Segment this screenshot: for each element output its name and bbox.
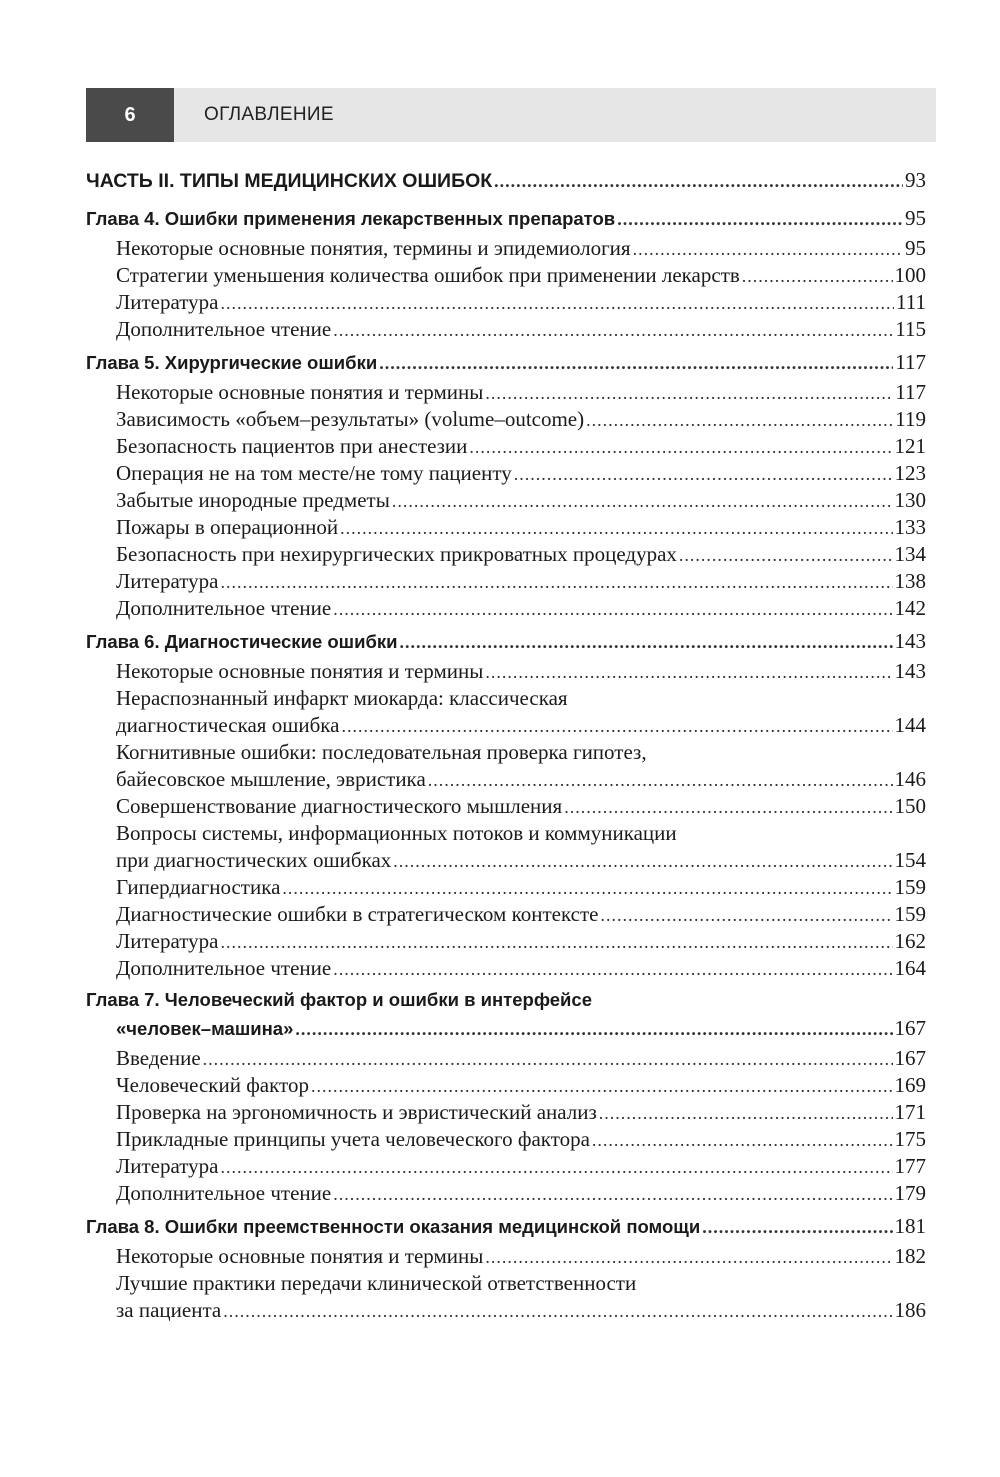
leader-dots [485,662,892,683]
leader-dots [392,491,893,512]
page-ref: 142 [894,596,926,620]
toc-section-entry[interactable]: Диагностические ошибки в стратегическом контексте ..... 159 [86,902,926,929]
toc-section-entry[interactable]: Совершенствование диагностического мышления ..... 150 [86,794,926,821]
page-ref: 182 [894,1244,926,1268]
part-title: ЧАСТЬ II. ТИПЫ МЕДИЦИНСКИХ ОШИБОК [86,170,493,192]
leader-dots [485,1247,892,1268]
toc-section-entry[interactable]: Прикладные принципы учета человеческого фактора ..... 175 [86,1127,926,1154]
leader-dots [333,959,892,980]
leader-dots [400,632,893,653]
leader-dots [742,266,893,287]
leader-dots [203,1049,893,1070]
leader-dots [600,905,892,926]
toc-section-entry[interactable]: Введение ..... 167 [86,1046,926,1073]
leader-dots [333,599,892,620]
page-ref: 177 [894,1154,926,1178]
page-ref: 167 [894,1016,926,1040]
page-ref: 169 [894,1073,926,1097]
toc-section-entry[interactable]: Гипердиагностика ..... 159 [86,875,926,902]
page-ref: 138 [894,569,926,593]
leader-dots [340,518,892,539]
page-ref: 171 [894,1100,926,1124]
page-ref: 186 [894,1298,926,1322]
leader-dots [428,770,893,791]
toc-section-entry[interactable]: Некоторые основные понятия и термины ..... 117 [86,380,926,407]
page-ref: 119 [895,407,926,431]
leader-dots [311,1076,893,1097]
toc-section-entry[interactable]: Некоторые основные понятия, термины и эпидемиология ..... 95 [86,236,926,263]
toc-section-entry[interactable]: Проверка на эргономичность и эвристический анализ ..... 171 [86,1100,926,1127]
toc-section-entry-line1[interactable]: Лучшие практики передачи клинической ответственности [116,1271,637,1295]
page-ref: 159 [894,875,926,899]
leader-dots [633,239,903,260]
chapter-title: Глава 4. Ошибки применения лекарственных препаратов [86,208,616,229]
page-ref: 100 [894,263,926,287]
page-ref: 179 [894,1181,926,1205]
page-ref: 159 [894,902,926,926]
page-ref: 167 [894,1046,926,1070]
chapter-title: Глава 6. Диагностические ошибки [86,631,398,652]
page-ref: 143 [894,659,926,683]
toc-section-entry-line1[interactable]: Нераспознанный инфаркт миокарда: классическая [116,686,568,710]
page-ref: 123 [894,461,926,485]
toc-section-entry[interactable]: Литература ..... 177 [86,1154,926,1181]
toc-section-entry[interactable]: Литература ..... 111 [86,290,926,317]
page-ref: 144 [894,713,926,737]
leader-dots [295,1019,892,1040]
table-of-contents [86,168,926,1325]
running-header-title: ОГЛАВЛЕНИЕ [204,104,334,125]
toc-section-entry-line1[interactable]: Вопросы системы, информационных потоков и коммуникации [116,821,677,845]
chapter-title: Глава 5. Хирургические ошибки [86,352,378,373]
leader-dots [393,851,892,872]
toc-section-entry-line1[interactable]: Когнитивные ошибки: последовательная проверка гипотез, [116,740,647,764]
toc-section-entry[interactable]: Операция не на том месте/не тому пациенту ..... 123 [86,461,926,488]
page-ref: 95 [905,236,926,260]
chapter-label: Глава 5. [86,352,160,373]
toc-section-entry[interactable]: Забытые инородные предметы ..... 130 [86,488,926,515]
page-ref: 175 [894,1127,926,1151]
page-ref: 134 [894,542,926,566]
leader-dots [469,437,892,458]
page-ref: 93 [905,168,926,192]
toc-section-entry[interactable]: Дополнительное чтение ..... 179 [86,1181,926,1208]
page-ref: 95 [905,206,926,230]
chapter-label: Глава 7. [86,989,160,1010]
page-ref: 121 [894,434,926,458]
page-ref: 133 [894,515,926,539]
leader-dots [599,1103,893,1124]
leader-dots [617,209,903,230]
toc-chapter-entry-line1[interactable]: Глава 7. Человеческий фактор и ошибки в интерфейсе [86,989,592,1010]
page-ref: 130 [894,488,926,512]
toc-section-entry[interactable]: Стратегии уменьшения количества ошибок при применении лекарств ..... 100 [86,263,926,290]
toc-section-entry[interactable]: Безопасность при нехирургических прикроватных процедурах ..... 134 [86,542,926,569]
leader-dots [586,410,893,431]
leader-dots [333,320,893,341]
leader-dots [379,353,893,374]
page-ref: 117 [895,380,926,404]
toc-chapter-entry[interactable] [86,350,926,380]
toc-section-entry[interactable]: Литература ..... 162 [86,929,926,956]
toc-section-entry[interactable]: Дополнительное чтение ..... 115 [86,317,926,344]
page-ref: 117 [895,350,926,374]
leader-dots [220,932,892,953]
page-ref: 143 [894,629,926,653]
toc-section-entry[interactable]: Некоторые основные понятия и термины ..... 143 [86,659,926,686]
chapter-label: Глава 4. [86,208,160,229]
page-ref: 164 [894,956,926,980]
leader-dots [592,1130,893,1151]
toc-section-entry[interactable]: Зависимость «объем–результаты» (volume–outcome) ..... 119 [86,407,926,434]
leader-dots [514,464,893,485]
toc-section-entry[interactable]: диагностическая ошибка ..... 144 [86,713,926,740]
page-ref: 150 [894,794,926,818]
page-ref: 154 [894,848,926,872]
toc-chapter-entry[interactable] [86,629,926,659]
toc-chapter-entry[interactable] [86,1016,926,1046]
toc-chapter-entry[interactable] [86,1214,926,1244]
page-number: 6 [86,88,174,142]
toc-section-entry[interactable]: Безопасность пациентов при анестезии ..... 121 [86,434,926,461]
leader-dots [679,545,893,566]
leader-dots [494,171,903,192]
leader-dots [702,1217,892,1238]
chapter-title: Глава 8. Ошибки преемственности оказания медицинской помощи [86,1216,701,1237]
toc-section-entry[interactable]: Пожары в операционной ..... 133 [86,515,926,542]
chapter-label: Глава 8. [86,1216,160,1237]
leader-dots [220,293,894,314]
page-ref: 181 [894,1214,926,1238]
leader-dots [220,572,892,593]
leader-dots [485,383,893,404]
page-ref: 111 [896,290,926,314]
leader-dots [220,1157,892,1178]
leader-dots [564,797,892,818]
leader-dots [333,1184,892,1205]
page-ref: 115 [895,317,926,341]
toc-chapter-entry[interactable] [86,206,926,236]
leader-dots [223,1301,892,1322]
toc-section-entry[interactable]: Дополнительное чтение ..... 164 [86,956,926,983]
toc-section-entry[interactable]: Дополнительное чтение ..... 142 [86,596,926,623]
toc-section-entry[interactable]: Человеческий фактор ..... 169 [86,1073,926,1100]
chapter-title: «человек–машина» [116,1018,294,1039]
chapter-label: Глава 6. [86,631,160,652]
page-ref: 162 [894,929,926,953]
toc-section-entry[interactable]: байесовское мышление, эвристика ..... 146 [86,767,926,794]
toc-section-entry[interactable]: Литература ..... 138 [86,569,926,596]
running-header [86,88,936,142]
toc-section-entry[interactable]: при диагностических ошибках ..... 154 [86,848,926,875]
toc-section-entry[interactable]: Некоторые основные понятия и термины ..... 182 [86,1244,926,1271]
leader-dots [342,716,893,737]
leader-dots [282,878,892,899]
toc-section-entry[interactable]: за пациента ..... 186 [86,1298,926,1325]
page-ref: 146 [894,767,926,791]
toc-part-entry[interactable] [86,168,926,200]
